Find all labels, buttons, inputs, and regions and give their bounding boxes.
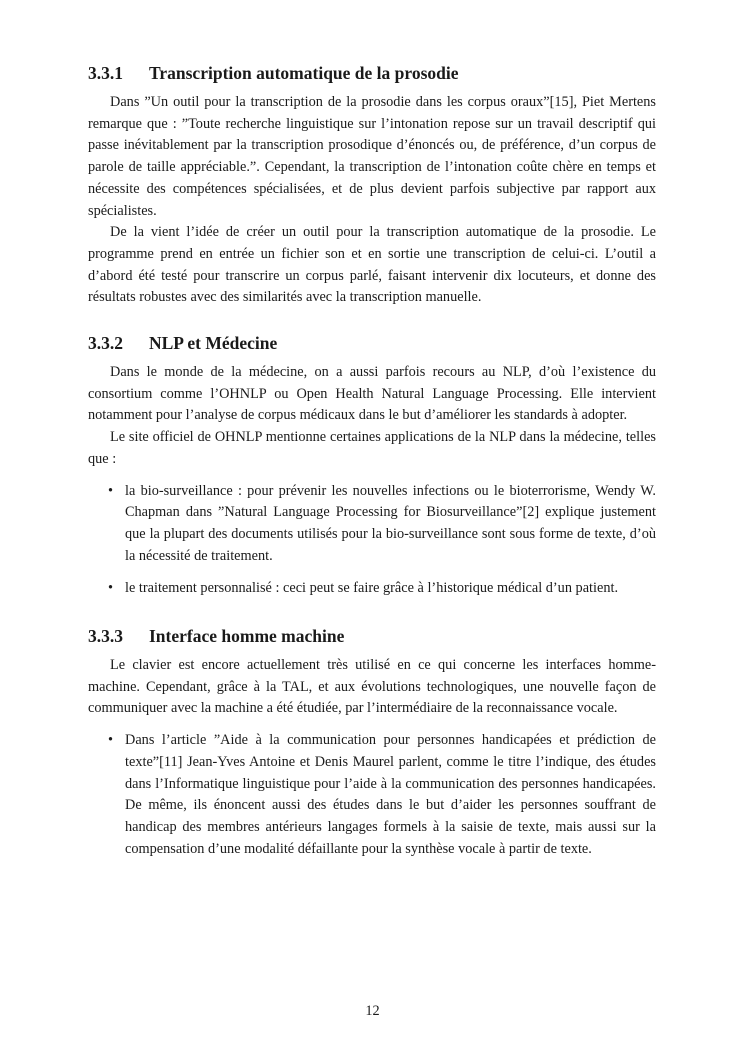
section-heading <box>88 625 656 647</box>
list-item-text: la bio-surveillance : pour prévenir les nouvelles infections ou le bioterrorisme, Wendy W. Chapman dans ”Natural Language Processing for Biosurveillance”[2] explique justement que la plupart des documents utilisés pour la bio-surveillance sont sous forme de texte, d’où la nécessité de traitement. <box>125 482 656 564</box>
page-body <box>88 62 656 871</box>
list-item <box>88 730 656 860</box>
bullet-marker: • <box>108 482 114 499</box>
bullet-list <box>88 481 656 601</box>
section-number: 3.3.3 <box>88 626 123 647</box>
section-3-3-3 <box>88 625 656 860</box>
bullet-list <box>88 730 656 860</box>
bullet-marker: • <box>108 580 114 597</box>
section-title: Interface homme machine <box>149 626 345 647</box>
paragraph: Dans le monde de la médecine, on a aussi parfois recours au NLP, d’où l’existence du consortium comme l’OHNLP ou Open Health Natural Language Processing. Elle intervient notamment pour l’analyse de corpus médicaux dans le but d’améliorer les standards à adopter. <box>88 364 656 424</box>
paragraph: De la vient l’idée de créer un outil pour la transcription automatique de la prosodie. Le programme prend en entrée un fichier son et en sortie une transcription de celui-ci. L’outil a d’abord été testé pour transcrire un corpus parlé, faisant intervenir dix locuteurs, et donne des résultats robustes avec des similarités avec la transcription manuelle. <box>88 224 656 306</box>
section-3-3-2 <box>88 332 656 600</box>
paragraph: Le site officiel de OHNLP mentionne certaines applications de la NLP dans la médecine, telles que : <box>88 429 656 467</box>
section-number: 3.3.1 <box>88 63 123 83</box>
section-number: 3.3.2 <box>88 333 123 354</box>
bullet-marker: • <box>108 732 114 749</box>
paragraph: Le clavier est encore actuellement très utilisé en ce qui concerne les interfaces homme-machine. Cependant, grâce à la TAL, et aux évolutions technologiques, une nouvelle façon de communiquer avec la machine a été étudiée, par l’intermédiaire de la reconnaissance vocale. <box>88 657 656 717</box>
section-3-3-1 <box>88 62 656 309</box>
list-item-text: Dans l’article ”Aide à la communication pour personnes handicapées et prédiction de texte”[11] Jean-Yves Antoine et Denis Maurel parlent, comme le titre l’indique, des études dans l’Informatique linguistique pour l’aide à la communication des personnes handicapées. De même, ils énoncent aussi des études dans le but d’aider les personnes souffrant de handicap des membres antérieurs langages formels à la saisie de texte, mais aussi sur la compensation d’une modalité défaillante pour la synthèse vocale à partir de texte. <box>125 732 656 857</box>
list-item <box>88 481 656 568</box>
page-number: 12 <box>365 1003 380 1019</box>
section-title: Transcription automatique de la prosodie <box>149 63 459 83</box>
section-heading <box>88 62 656 84</box>
list-item <box>88 578 656 600</box>
section-heading <box>88 332 656 354</box>
list-item-text: le traitement personnalisé : ceci peut se faire grâce à l’historique médical d’un patient. <box>125 580 619 597</box>
section-title: NLP et Médecine <box>149 333 278 354</box>
paragraph: Dans ”Un outil pour la transcription de la prosodie dans les corpus oraux”[15], Piet Mertens remarque que : ”Toute recherche linguistique sur l’intonation repose sur un travail descriptif qui passe inévitablement par la transcription prosodique d’énoncés ou, de préférence, d’un corpus de parole de taille appréciable.”. Cependant, la transcription de l’intonation coûte chère en temps et nécessite des compétences spécialisées, et de plus devient parfois subjective par rapport aux spécialistes. <box>88 94 656 219</box>
